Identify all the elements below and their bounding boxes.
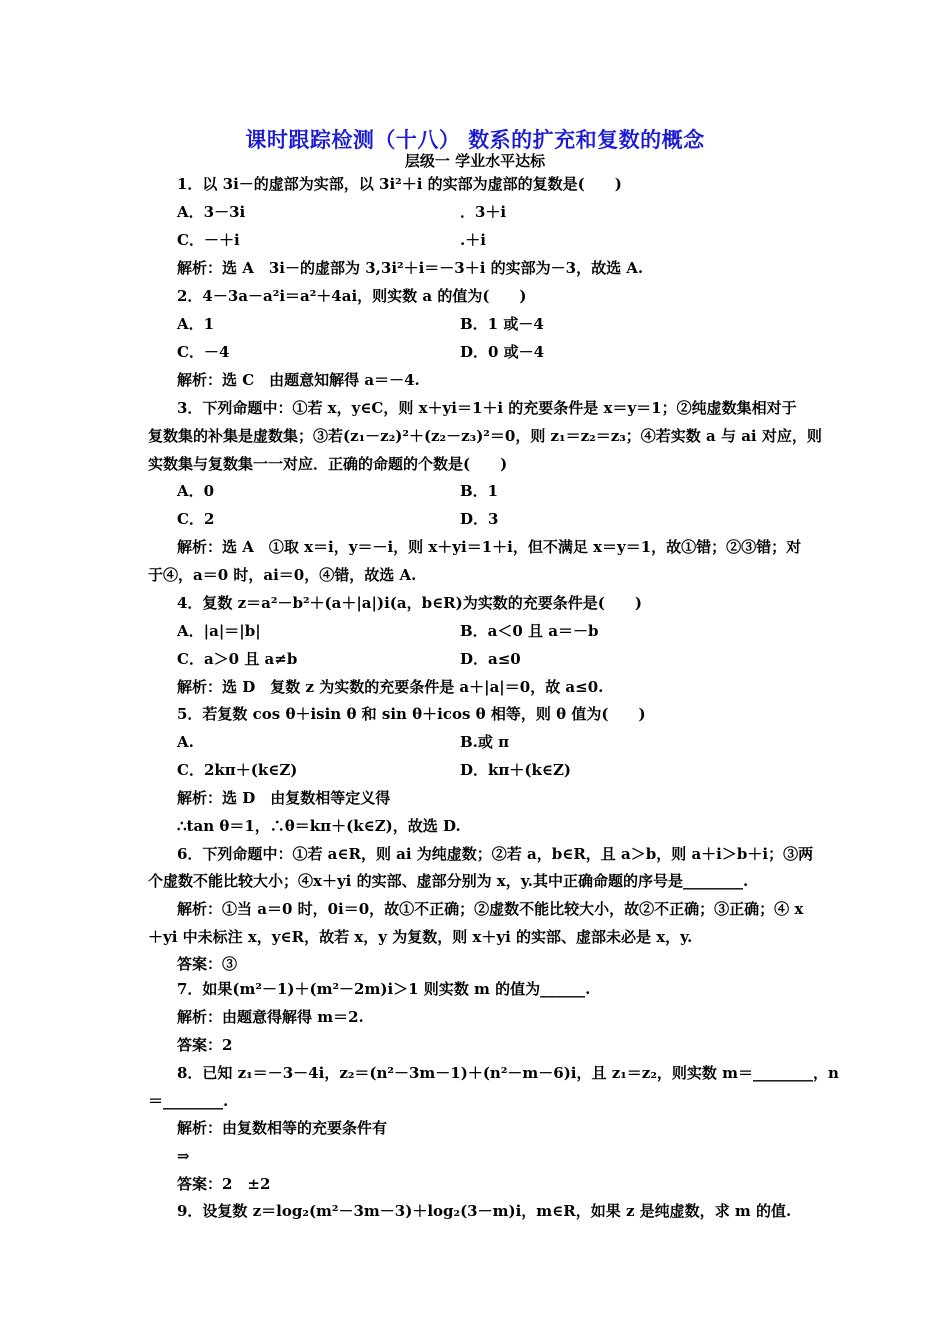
question-line: 个虚数不能比较大小；④x＋yi 的实部、虚部分别为 x，y.其中正确命题的序号是________.: [148, 872, 749, 890]
question-line: ＝________.: [148, 1092, 229, 1110]
page-subtitle: 层级一 学业水平达标: [404, 152, 546, 170]
question-line: 4．复数 z＝a²－b²＋(a＋|a|)i(a，b∈R)为实数的充要条件是( ): [177, 594, 642, 612]
question-line: 复数集的补集是虚数集；③若(z₁－z₂)²＋(z₂－z₃)²＝0，则 z₁＝z₂＝z₃；④若实数 a 与 ai 对应，则: [148, 427, 822, 445]
option-row: [177, 760, 808, 780]
analysis-line: 解析：①当 a＝0 时，0i＝0，故①不正确；②虚数不能比较大小，故②不正确；③正确；④ x: [177, 900, 804, 918]
analysis-line: 解析：选 D 由复数相等定义得: [177, 789, 391, 807]
option-a: A.: [177, 733, 194, 751]
question-line: 实数集与复数集一一对应．正确的命题的个数是( ): [148, 455, 508, 473]
analysis-line: 于④，a＝0 时，ai＝0，④错，故选 A.: [148, 566, 417, 584]
analysis-line: ∴tan θ＝1，∴θ＝kπ＋(k∈Z)，故选 D.: [177, 817, 461, 835]
option-a: A．|a|＝|b|: [177, 622, 261, 640]
answer-line: 答案：2: [177, 1036, 233, 1054]
analysis-line: 解析：选 A ①取 x＝i，y＝－i，则 x＋yi＝1＋i，但不满足 x＝y＝1，故①错；②③错；对: [177, 538, 802, 556]
option-row: [177, 481, 808, 501]
option-b: D．a≤0: [460, 650, 521, 668]
option-row: [177, 649, 808, 669]
question-line: 8．已知 z₁＝－3－4i，z₂＝(n²－3m－1)＋(n²－m－6)i，且 z₁＝z₂，则实数 m＝________，n: [177, 1064, 839, 1082]
question-line: 2．4－3a－a²i＝a²＋4ai，则实数 a 的值为( ): [177, 287, 527, 305]
option-b: ．3＋i: [460, 203, 507, 221]
option-row: [177, 732, 808, 752]
option-b: D．kπ＋(k∈Z): [460, 761, 572, 779]
option-a: A．1: [177, 315, 215, 333]
analysis-line: 解析：选 A 3i－的虚部为 3,3i²＋i＝－3＋i 的实部为－3，故选 A.: [177, 259, 644, 277]
analysis-line: ⇒: [177, 1147, 190, 1165]
option-a: C．2kπ＋(k∈Z): [177, 761, 298, 779]
option-row: [177, 230, 808, 250]
question-line: 7．如果(m²－1)＋(m²－2m)i＞1 则实数 m 的值为______.: [177, 980, 591, 998]
answer-line: 答案：2 ±2: [177, 1175, 271, 1193]
answer-line: 答案：③: [177, 955, 238, 973]
option-b: .＋i: [460, 231, 486, 249]
option-row: [177, 621, 808, 641]
question-line: 5．若复数 cos θ＋isin θ 和 sin θ＋icos θ 相等，则 θ 值为( ): [177, 705, 646, 723]
option-b: D．3: [460, 510, 499, 528]
option-b: D．0 或－4: [460, 343, 545, 361]
page-title: 课时跟踪检测（十八） 数系的扩充和复数的概念: [245, 128, 705, 152]
option-row: [177, 509, 808, 529]
option-row: [177, 342, 808, 362]
analysis-line: 解析：选 D 复数 z 为实数的充要条件是 a＋|a|＝0，故 a≤0.: [177, 678, 604, 696]
analysis-line: 解析：由复数相等的充要条件有: [177, 1119, 388, 1137]
option-b: B．1 或－4: [460, 315, 544, 333]
question-line: 3．下列命题中：①若 x，y∈C，则 x＋yi＝1＋i 的充要条件是 x＝y＝1；②纯虚数集相对于: [177, 399, 797, 417]
question-line: 6．下列命题中：①若 a∈R，则 ai 为纯虚数；②若 a，b∈R，且 a＞b，则 a＋i＞b＋i；③两: [177, 845, 814, 863]
option-b: B.或 π: [460, 733, 510, 751]
analysis-line: 解析：选 C 由题意知解得 a＝－4.: [177, 371, 420, 389]
analysis-line: 解析：由题意得解得 m＝2.: [177, 1008, 364, 1026]
option-row: [177, 202, 808, 222]
option-row: [177, 314, 808, 334]
analysis-line: ＋yi 中未标注 x，y∈R，故若 x，y 为复数，则 x＋yi 的实部、虚部未必是 x，y.: [148, 928, 693, 946]
option-a: C．－4: [177, 343, 230, 361]
option-a: C．－＋i: [177, 231, 240, 249]
option-a: A．3－3i: [177, 203, 246, 221]
question-line: 1．以 3i－的虚部为实部，以 3i²＋i 的实部为虚部的复数是( ): [177, 175, 622, 193]
option-a: C．2: [177, 510, 215, 528]
option-a: C．a＞0 且 a≠b: [177, 650, 298, 668]
option-a: A．0: [177, 482, 215, 500]
option-b: B．1: [460, 482, 499, 500]
question-line: 9．设复数 z＝log₂(m²－3m－3)＋log₂(3－m)i，m∈R，如果 z 是纯虚数，求 m 的值.: [177, 1202, 792, 1220]
option-b: B．a＜0 且 a＝－b: [460, 622, 599, 640]
